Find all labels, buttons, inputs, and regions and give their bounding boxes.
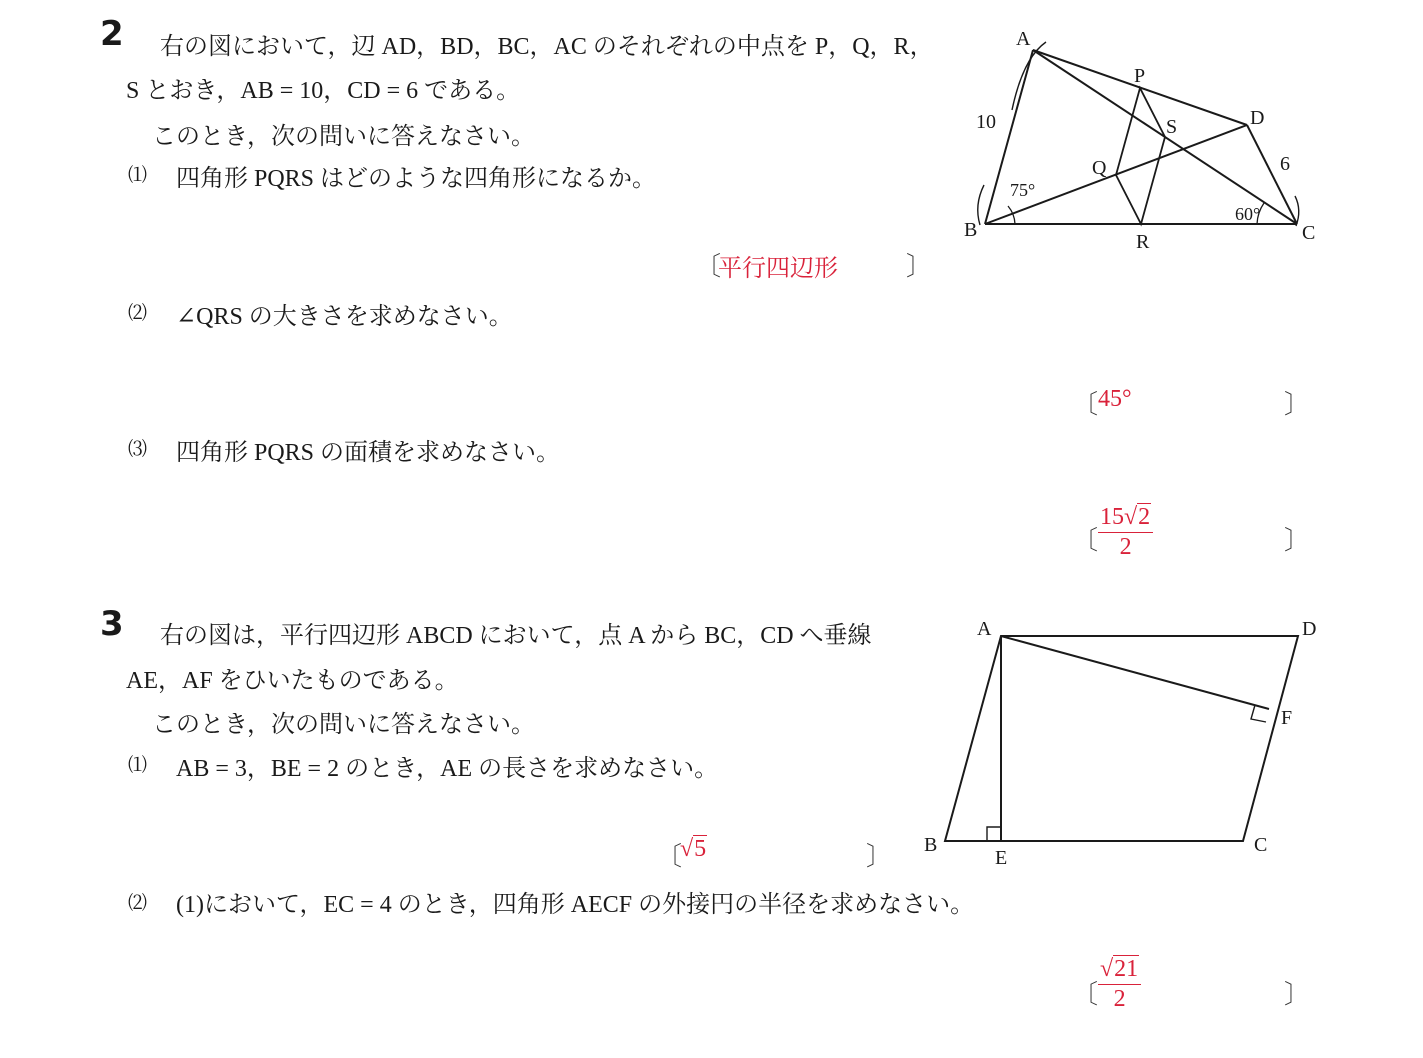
label-cd-length: 6 [1280,153,1290,175]
question-3-number: 3 [100,604,124,644]
q3-part2-text: (1)において，EC = 4 のとき，四角形 AECF の外接円の半径を求めなさい。 [176,892,975,918]
label-f: F [1281,707,1293,729]
label-d: D [1302,618,1317,640]
label-s: S [1166,116,1178,138]
q3-part2-answer-open-bracket: 〔 [1072,980,1099,1009]
label-e: E [995,847,1008,869]
q2-figure [960,20,1340,260]
q2-part1-text: 四角形 PQRS はどのような四角形になるか。 [176,166,657,192]
q3-part2-answer-close-bracket: 〕 [1284,980,1311,1009]
q2-part3-text: 四角形 PQRS の面積を求めなさい。 [176,440,561,466]
q2-part2-answer-open-bracket: 〔 [1072,390,1099,419]
label-b: B [924,834,938,856]
label-c: C [1302,222,1316,244]
parallelogram-abcd [945,636,1298,841]
question-3-statement-line1: 右の図は，平行四辺形 ABCD において，点 A から BC，CD へ垂線 [160,623,872,649]
question-2-instruction: このとき，次の問いに答えなさい。 [152,124,536,150]
q2-part3-answer-close-bracket: 〕 [1284,526,1311,555]
q2-part1-answer-open-bracket: 〔 [695,252,722,281]
label-b: B [964,219,978,241]
q2-part2-number: ⑵ [128,303,148,324]
label-angle-b: 75° [1010,180,1036,200]
q3-part1-answer-close-bracket: 〕 [866,842,893,871]
label-q: Q [1092,157,1107,179]
label-a: A [977,618,992,640]
label-a: A [1016,28,1031,50]
q2-part2-answer-close-bracket: 〕 [1284,390,1311,419]
arc-mark-b [978,185,984,225]
q3-part2-answer: $\frac{√21}{2}$ [1098,956,1141,1013]
q2-part3-number: ⑶ [128,439,148,460]
q3-part1-text: AB = 3，BE = 2 のとき，AE の長さを求めなさい。 [176,756,719,782]
question-2-statement-line1: 右の図において，辺 AD，BD，BC，AC のそれぞれの中点を P，Q，R， [160,34,934,60]
q2-part3-answer: $\frac{15√2}{2}$ [1098,504,1153,561]
q3-figure [915,610,1335,870]
label-d: D [1250,107,1265,129]
label-r: R [1136,231,1150,253]
question-3-statement-line2: AE，AF をひいたものである。 [126,668,459,694]
perpendicular-af [1001,636,1269,709]
q2-part1-number: ⑴ [128,165,148,186]
q3-part2-number: ⑵ [128,893,148,914]
q3-part1-answer-open-bracket: 〔 [656,842,683,871]
q2-part3-answer-open-bracket: 〔 [1072,526,1099,555]
label-angle-c: 60° [1235,204,1261,224]
label-p: P [1134,65,1146,87]
question-2-number: 2 [100,14,124,54]
q2-part2-answer: 45° [1098,386,1132,412]
q3-part1-number: ⑴ [128,755,148,776]
label-ab-length: 10 [976,111,996,133]
question-2-statement-line2: S とおき，AB = 10，CD = 6 である。 [126,78,521,104]
right-angle-mark-e [987,827,1001,841]
q3-part1-answer: √5 [680,836,707,862]
q2-part1-answer: 平行四辺形 [718,256,838,282]
q2-part1-answer-close-bracket: 〕 [906,252,933,281]
label-c: C [1254,834,1268,856]
question-3-instruction: このとき，次の問いに答えなさい。 [152,712,536,738]
q2-part2-text: ∠QRS の大きさを求めなさい。 [176,304,513,330]
